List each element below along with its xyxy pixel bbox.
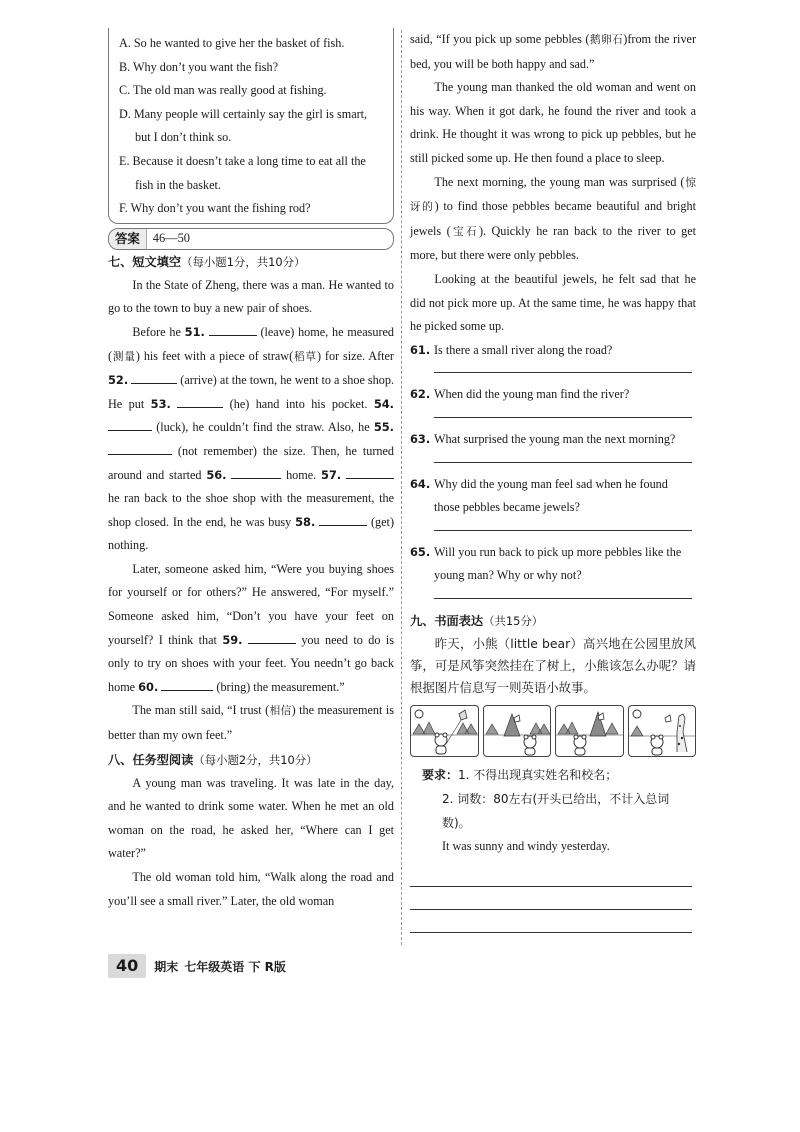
left-column — [108, 28, 394, 913]
book-title: 七年级英语 下 R版 — [184, 959, 286, 974]
text: ) his feet with a piece of straw( — [135, 348, 294, 363]
gloss: 相信 — [269, 705, 292, 718]
blank-53[interactable] — [177, 395, 223, 408]
answer-line-64[interactable] — [434, 520, 692, 531]
writing-line-2[interactable] — [410, 897, 692, 910]
right-column — [410, 28, 696, 933]
section9-heading — [410, 609, 696, 633]
section8-paragraph-2-continued — [410, 28, 696, 76]
gloss: 惊讶的 — [410, 176, 697, 214]
question-number: 63. — [410, 431, 431, 446]
giraffe-help-illustration — [629, 706, 697, 756]
text: you need to do is only to try on shoes with your feet. You needn’t go back home — [108, 632, 394, 694]
blank-number-58: 58. — [295, 514, 316, 529]
requirement-1 — [422, 763, 696, 787]
question-64 — [410, 473, 696, 531]
question-text: Is there a small river along the road? — [434, 342, 613, 357]
gloss: 稻草 — [293, 350, 317, 363]
question-62 — [410, 383, 696, 418]
blank-number-60: 60. — [138, 679, 159, 694]
options-box — [108, 28, 394, 224]
text: home. — [281, 467, 322, 482]
blank-58[interactable] — [319, 513, 367, 526]
option-d: D. Many people will certainly say the girl is smart, but I don’t think so. — [119, 106, 368, 145]
section7-paragraph-4 — [108, 699, 394, 747]
writing-line-3[interactable] — [410, 920, 692, 933]
blank-number-52: 52. — [108, 373, 129, 388]
writing-line-1[interactable] — [410, 874, 692, 887]
blank-52[interactable] — [131, 371, 177, 384]
requirement-label: 要求： — [422, 767, 459, 782]
text: (not remember) the size. Then, he turned around and started — [108, 443, 394, 482]
bear-thinking-illustration — [556, 706, 624, 756]
section8-note: （每小题2分，共10分） — [193, 752, 318, 767]
question-number: 64. — [410, 476, 431, 491]
blank-number-57: 57. — [321, 467, 342, 482]
answer-line-65[interactable] — [434, 588, 692, 599]
question-number: 61. — [410, 342, 431, 357]
text: The next morning, the young man was surprised ( — [434, 174, 685, 189]
section8-paragraph-5: Looking at the beautiful jewels, he felt sad that he did not pick more up. At the same time, he was happy that he picked some up. — [410, 271, 696, 334]
blank-number-51: 51. — [184, 324, 205, 339]
text: Later, someone asked him, “Were you buying shoes for yourself or for others?” He answered, “For myself.” Someone asked him, “Don’t you have your feet on yourself? I think that — [108, 561, 394, 647]
text: (he) hand into his pocket. — [223, 396, 374, 411]
question-text: When did the young man find the river? — [434, 387, 630, 402]
blank-number-53: 53. — [150, 396, 171, 411]
picture-strip — [410, 705, 696, 757]
blank-56[interactable] — [231, 466, 281, 479]
blank-59[interactable] — [248, 631, 296, 644]
section8-paragraph-1: A young man was traveling. It was late in the day, and he wanted to drink some water. When he met an old woman on the road, he asked her, “Where can I get water?” — [108, 775, 394, 861]
text: (get) nothing. — [108, 514, 395, 553]
blank-number-59: 59. — [222, 632, 243, 647]
section7-note: （每小题1分，共10分） — [181, 254, 306, 269]
section8-heading — [108, 748, 394, 772]
answer-range: 46—50 — [152, 231, 190, 246]
text: (leave) home, he measured ( — [108, 324, 395, 363]
section7-paragraph-3 — [108, 558, 394, 700]
text: )from the river bed, you will be both happy and sad.” — [410, 32, 696, 71]
text: said, “If you pick up some pebbles ( — [410, 32, 590, 46]
section9-title: 九、书面表达 — [410, 613, 484, 628]
text: he ran back to the shoe shop with the measurement, the shop closed. In the end, he was busy — [108, 491, 394, 529]
answer-line-63[interactable] — [434, 452, 692, 463]
page-number: 40 — [108, 954, 146, 978]
picture-1-bear-flying-kite — [410, 705, 479, 757]
answer-bar — [108, 228, 394, 250]
section9-prompt: 昨天，小熊（little bear）高兴地在公园里放风筝，可是风筝突然挂在了树上，小熊该怎么办呢？请根据图片信息写一则英语小故事。 — [410, 635, 696, 695]
option-c: C. The old man was really good at fishing. — [119, 83, 327, 98]
option-f: F. Why don’t you want the fishing rod? — [119, 201, 311, 216]
section8-paragraph-2: The old woman told him, “Walk along the road and you’ll see a small river.” Later, the old woman — [108, 870, 394, 908]
requirement-2: 2. 词数：80左右(开头已给出，不计入总词数)。 — [442, 791, 670, 830]
gloss: 测量 — [112, 350, 136, 363]
section7-heading — [108, 250, 394, 274]
story-opening: It was sunny and windy yesterday. — [442, 838, 610, 853]
blank-54[interactable] — [108, 418, 152, 431]
section7-paragraph-1: In the State of Zheng, there was a man. He wanted to go to the town to buy a new pair of shoes. — [108, 277, 394, 316]
section7-title: 七、短文填空 — [108, 254, 182, 269]
option-a: A. So he wanted to give her the basket of fish. — [119, 36, 345, 50]
section9-note: （共15分） — [483, 613, 544, 628]
text: ) the measurement is better than my own feet.” — [108, 703, 394, 743]
text: (arrive) at the town, he went to a shoe shop. He put — [108, 373, 394, 411]
column-divider — [401, 30, 402, 945]
question-text: Will you run back to pick up more pebbles like the young man? Why or why not? — [434, 544, 682, 583]
picture-3-bear-thinking — [555, 705, 624, 757]
gloss: 宝石 — [450, 225, 479, 238]
question-number: 65. — [410, 544, 431, 559]
brand-logo: 期末 — [154, 959, 179, 974]
answer-line-61[interactable] — [434, 362, 692, 373]
question-65 — [410, 541, 696, 599]
picture-4-giraffe-helps — [628, 705, 697, 757]
option-e: E. Because it doesn’t take a long time to eat all the fish in the basket. — [119, 153, 366, 192]
text: (bring) the measurement.” — [213, 679, 345, 694]
text: The man still said, “I trust ( — [132, 703, 270, 718]
question-63 — [410, 428, 696, 463]
page-footer — [108, 954, 398, 978]
blank-57[interactable] — [346, 466, 394, 479]
text: Before he — [132, 324, 185, 339]
section8-title: 八、任务型阅读 — [108, 752, 194, 767]
gloss: 鹅卵石 — [589, 34, 624, 46]
question-text: Why did the young man feel sad when he found those pebbles became jewels? — [434, 476, 668, 515]
blank-number-56: 56. — [206, 467, 227, 482]
section8-paragraph-4 — [410, 171, 696, 268]
text: ). Quickly he ran back to the river to get more, but there were only pebbles. — [410, 223, 697, 263]
kite-stuck-illustration — [484, 706, 552, 756]
blank-51[interactable] — [209, 323, 257, 336]
text: ) for size. After — [316, 348, 394, 363]
text: ) to find those pebbles became beautiful and bright jewels ( — [410, 199, 696, 238]
text: (luck), he couldn’t find the straw. Also, he — [152, 420, 374, 435]
answer-line-62[interactable] — [434, 407, 692, 418]
question-number: 62. — [410, 387, 431, 402]
section7-paragraph-2 — [108, 321, 394, 558]
blank-60[interactable] — [161, 678, 213, 691]
picture-2-kite-in-tree — [483, 705, 552, 757]
bear-kite-illustration — [411, 706, 479, 756]
question-61 — [410, 339, 696, 374]
answer-label: 答案 — [109, 229, 147, 249]
requirement-text: 1. 不得出现真实姓名和校名； — [458, 767, 618, 782]
blank-55[interactable] — [108, 442, 172, 455]
section8-paragraph-3: The young man thanked the old woman and went on his way. When it got dark, he found the river and took a drink. He thought it was wrong to pick up pebbles, but he still picked some up. He then found a place to sleep. — [410, 80, 696, 165]
blank-number-55: 55. — [373, 420, 394, 435]
question-text: What surprised the young man the next morning? — [434, 431, 676, 446]
blank-number-54: 54. — [373, 396, 394, 411]
option-b: B. Why don’t you want the fish? — [119, 59, 278, 74]
